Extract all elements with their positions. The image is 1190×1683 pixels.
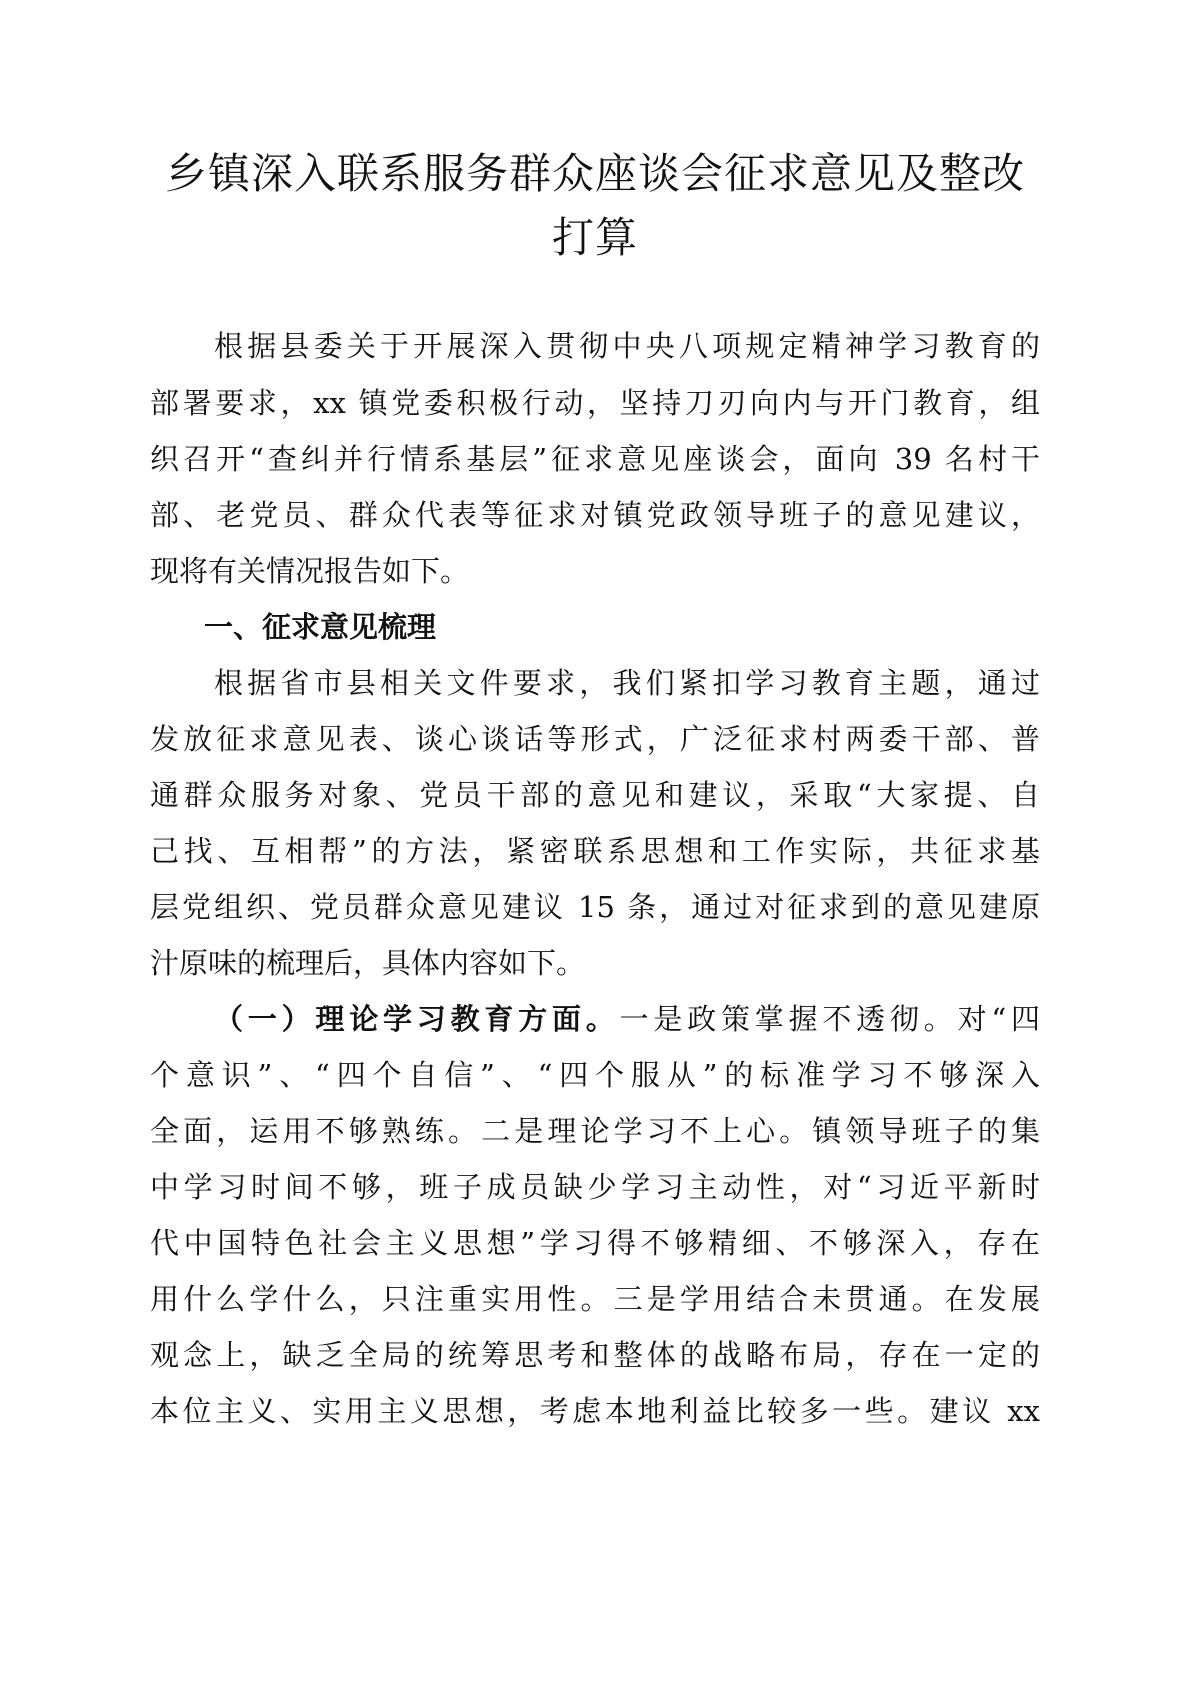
paragraph-2-line-2: 发放征求意见表、谈心谈话等形式，广泛征求村两委干部、普 bbox=[150, 722, 1040, 756]
document-title-line-1: 乡镇深入联系服务群众座谈会征求意见及整改 bbox=[164, 149, 1025, 198]
paragraph-3-line-7: 观念上，缺乏全局的统筹思考和整体的战略布局，存在一定的 bbox=[150, 1338, 1040, 1372]
subsection-1-first-line-rest: 一是政策掌握不透彻。对“四 bbox=[619, 1002, 1040, 1036]
paragraph-2-line-3: 通群众服务对象、党员干部的意见和建议，采取“大家提、自 bbox=[150, 778, 1040, 812]
paragraph-1-line-5: 现将有关情况报告如下。 bbox=[150, 554, 470, 588]
paragraph-2-line-6: 汁原味的梳理后，具体内容如下。 bbox=[150, 946, 586, 980]
document-title-line-2: 打算 bbox=[551, 213, 638, 262]
paragraph-1-line-2: 部署要求，xx 镇党委积极行动，坚持刀刃向内与开门教育，组 bbox=[150, 386, 1040, 420]
paragraph-1-line-3: 织召开“查纠并行情系基层”征求意见座谈会，面向 39 名村干 bbox=[150, 442, 1040, 476]
paragraph-2-line-5: 层党组织、党员群众意见建议 15 条，通过对征求到的意见建原 bbox=[150, 890, 1040, 924]
paragraph-1-line-1: 根据县委关于开展深入贯彻中央八项规定精神学习教育的 bbox=[214, 329, 1040, 363]
paragraph-3-line-3: 全面，运用不够熟练。二是理论学习不上心。镇领导班子的集 bbox=[150, 1114, 1040, 1148]
section-1-heading: 一、征求意见梳理 bbox=[204, 610, 437, 644]
paragraph-2-line-4: 己找、互相帮”的方法，紧密联系思想和工作实际，共征求基 bbox=[150, 834, 1040, 868]
paragraph-3-line-4: 中学习时间不够，班子成员缺少学习主动性，对“习近平新时 bbox=[150, 1170, 1040, 1204]
paragraph-3-line-8: 本位主义、实用主义思想，考虑本地利益比较多一些。建议 xx bbox=[150, 1394, 1040, 1428]
paragraph-3-line-5: 代中国特色社会主义思想”学习得不够精细、不够深入，存在 bbox=[150, 1226, 1040, 1260]
paragraph-3-line-6: 用什么学什么，只注重实用性。三是学用结合未贯通。在发展 bbox=[150, 1282, 1040, 1316]
paragraph-2-line-1: 根据省市县相关文件要求，我们紧扣学习教育主题，通过 bbox=[214, 666, 1040, 700]
paragraph-3-line-2: 个意识”、“四个自信”、“四个服从”的标准学习不够深入 bbox=[150, 1058, 1040, 1092]
paragraph-3-line-1 bbox=[150, 991, 1040, 1047]
subsection-1-lead: （一）理论学习教育方面。 bbox=[214, 1002, 620, 1036]
paragraph-1-line-4: 部、老党员、群众代表等征求对镇党政领导班子的意见建议， bbox=[150, 498, 1040, 532]
